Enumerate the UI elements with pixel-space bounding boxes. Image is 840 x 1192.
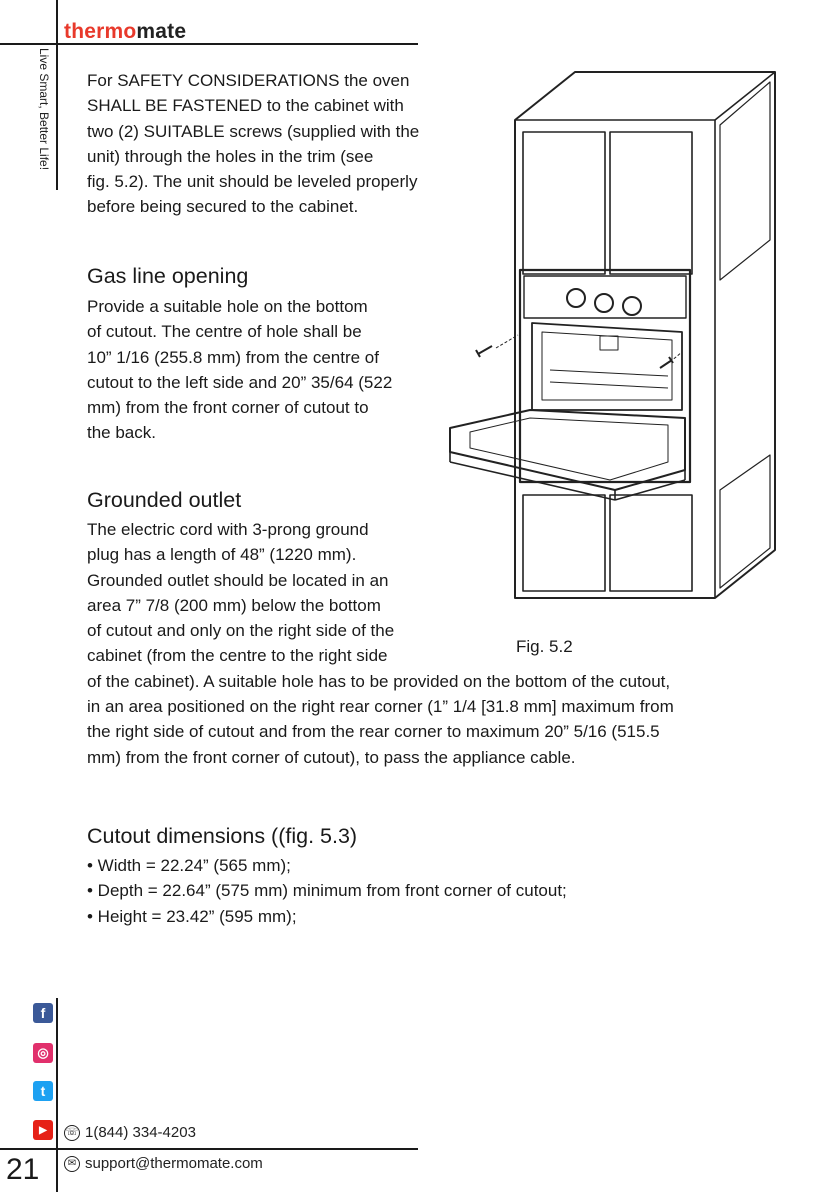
brand-logo (64, 20, 186, 44)
oven-cabinet-illustration (420, 70, 800, 670)
gas-line-line: the back. (87, 423, 156, 443)
grounded-line: cabinet (from the centre to the right side (87, 646, 388, 666)
intro-line: SHALL BE FASTENED to the cabinet with (87, 96, 404, 116)
phone-icon: ☏ (64, 1125, 80, 1141)
cutout-list (87, 853, 787, 929)
grounded-line: in an area positioned on the right rear corner (1” 1/4 [31.8 mm] maximum from (87, 697, 674, 717)
gas-line-line: Provide a suitable hole on the bottom (87, 297, 368, 316)
facebook-icon[interactable]: f (33, 1003, 53, 1023)
cutout-heading: Cutout dimensions ((fig. 5.3) (87, 824, 358, 848)
gas-line-line: of cutout. The centre of hole shall be (87, 322, 362, 342)
youtube-icon[interactable]: ▶ (33, 1120, 53, 1140)
intro-line: For SAFETY CONSIDERATIONS the oven (87, 71, 410, 90)
grounded-line: of cutout and only on the right side of the (87, 621, 395, 641)
gas-line-heading: Gas line opening (87, 264, 249, 288)
grounded-line: The electric cord with 3-prong ground (87, 520, 369, 539)
cutout-item: • Depth = 22.64” (575 mm) minimum from front corner of cutout; (87, 881, 567, 901)
footer-vertical-rule (56, 998, 58, 1192)
brand-logo-red: thermo (64, 20, 137, 43)
side-rule (56, 0, 58, 190)
phone-contact[interactable] (64, 1124, 196, 1141)
intro-line: unit) through the holes in the trim (see (87, 146, 374, 166)
header-rule (0, 43, 418, 45)
footer-rule (0, 1148, 418, 1150)
figure-caption: Fig. 5.2 (516, 637, 573, 656)
gas-line-line: cutout to the left side and 20” 35/64 (522 (87, 372, 393, 392)
instagram-icon[interactable]: ◎ (33, 1043, 53, 1063)
intro-line: before being secured to the cabinet. (87, 197, 359, 217)
page-number: 21 (6, 1153, 40, 1186)
grounded-line: area 7” 7/8 (200 mm) below the bottom (87, 595, 381, 615)
grounded-line: plug has a length of 48” (1220 mm). (87, 545, 357, 565)
brand-logo-dark: mate (136, 20, 187, 43)
email-icon: ✉ (64, 1156, 80, 1172)
intro-line: two (2) SUITABLE screws (supplied with the (87, 121, 420, 141)
twitter-icon[interactable]: t (33, 1081, 53, 1101)
grounded-line: of the cabinet). A suitable hole has to be provided on the bottom of the cutout, (87, 671, 671, 691)
cutout-item: • Height = 23.42” (595 mm); (87, 906, 297, 926)
grounded-line: the right side of cutout and from the rear corner to maximum 20” 5/16 (515.5 (87, 722, 660, 742)
grounded-outlet-heading: Grounded outlet (87, 488, 242, 512)
gas-line-line: 10” 1/16 (255.8 mm) from the centre of (87, 347, 379, 367)
cutout-item: • Width = 22.24” (565 mm); (87, 856, 291, 875)
tagline: Live Smart, Better Life! (37, 48, 51, 171)
email-address: support@thermomate.com (85, 1155, 263, 1172)
grounded-line: mm) from the front corner of cutout), to pass the appliance cable. (87, 747, 576, 767)
email-contact[interactable] (64, 1155, 263, 1172)
phone-number: 1(844) 334-4203 (85, 1124, 196, 1141)
grounded-line: Grounded outlet should be located in an (87, 570, 389, 590)
gas-line-line: mm) from the front corner of cutout to (87, 398, 369, 418)
intro-line: fig. 5.2). The unit should be leveled properly (87, 172, 418, 192)
